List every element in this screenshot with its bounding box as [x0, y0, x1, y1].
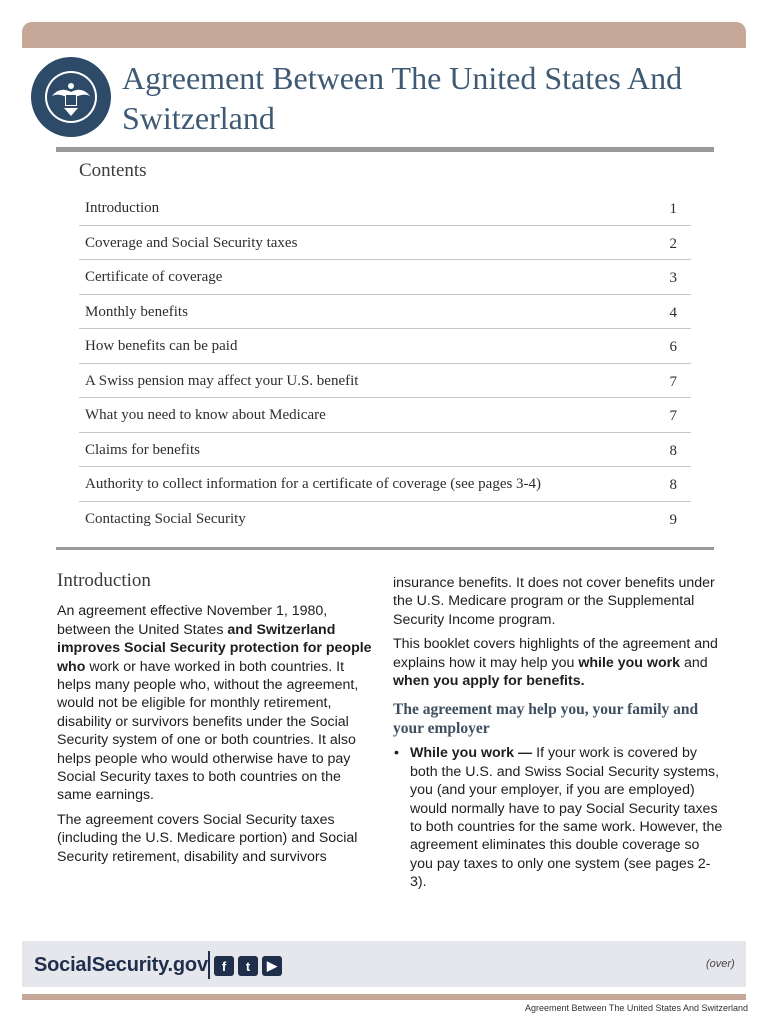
toc-page: 8 [669, 477, 677, 493]
toc-label: How benefits can be paid [85, 338, 238, 354]
benefits-list [393, 744, 723, 891]
toc-row[interactable] [79, 191, 691, 226]
header-divider [56, 147, 714, 152]
agreement-subheading: The agreement may help you, your family and your employer [393, 701, 699, 738]
text-run: An agreement effective November 1, 1980, between the United States [57, 603, 328, 638]
toc-page: 4 [669, 304, 677, 321]
table-of-contents [79, 191, 691, 536]
bullet-text: If your work is covered by both the U.S. and Swiss Social Security systems, you (and your employer, if you are employed) would normally have to pay Social Security taxes to both countries for the same work. However, the agreement eliminates this double coverage so you pay taxes to only one system (see pages 2-3). [410, 745, 723, 891]
toc-label: Monthly benefits [85, 303, 188, 320]
bold-text-run: and Switzerland improves Social Security protection for people who [57, 621, 372, 675]
toc-page: 6 [669, 339, 677, 355]
top-accent-bar [22, 22, 746, 48]
list-item [410, 744, 723, 891]
toc-row[interactable] [79, 433, 691, 468]
toc-row[interactable] [79, 467, 691, 502]
toc-label: Coverage and Social Security taxes [85, 234, 298, 251]
toc-row[interactable] [79, 364, 691, 399]
toc-row[interactable] [79, 260, 691, 295]
contents-heading: Contents [79, 160, 147, 181]
toc-label: Authority to collect information for a certificate of coverage (see pages 3-4) [85, 476, 542, 492]
text-run: work or have worked in both countries. It helps many people who, without the agreement, would not be eligible for monthly retirement, disability or survivors benefits under the Social Security system of one or both countries. It also helps people who would otherwise have to pay Social Security taxes to both countries on the same earnings. [57, 658, 359, 804]
bullet-lead: While you work — [410, 745, 533, 762]
text-run: and [680, 654, 708, 671]
toc-page: 7 [669, 373, 677, 390]
toc-row[interactable] [79, 329, 691, 364]
toc-label: Certificate of coverage [85, 269, 223, 285]
toc-label: Claims for benefits [85, 441, 200, 458]
toc-row[interactable] [79, 295, 691, 330]
toc-label: Contacting Social Security [85, 510, 246, 527]
social-links [214, 956, 282, 976]
toc-page: 1 [669, 201, 677, 217]
youtube-icon[interactable]: ▶ [262, 956, 282, 976]
ssa-seal-logo [30, 56, 112, 138]
toc-row[interactable] [79, 398, 691, 433]
toc-page: 2 [669, 235, 677, 252]
toc-label: What you need to know about Medicare [85, 407, 326, 423]
toc-page: 8 [669, 442, 677, 459]
text-run: This booklet covers highlights of the agreement and explains how it may help you [393, 636, 718, 671]
toc-page: 3 [669, 270, 677, 286]
over-note: (over) [706, 958, 735, 970]
footer-doc-title: Agreement Between The United States And Switzerland [525, 1003, 748, 1013]
right-column [393, 574, 723, 892]
toc-label: A Swiss pension may affect your U.S. benefit [85, 372, 359, 389]
intro-paragraph-3: insurance benefits. It does not cover benefits under the U.S. Medicare program or the Supplemental Security Income program. [393, 575, 715, 628]
page-title: Agreement Between The United States And Switzerland [122, 60, 683, 136]
introduction-heading: Introduction [57, 570, 151, 591]
intro-paragraph-1 [57, 602, 377, 804]
facebook-icon[interactable]: f [214, 956, 234, 976]
toc-row[interactable] [79, 502, 691, 537]
bottom-accent-bar [22, 994, 746, 1000]
site-brand-link[interactable]: SocialSecurity.gov [34, 954, 208, 976]
toc-row[interactable] [79, 226, 691, 261]
twitter-icon[interactable]: t [238, 956, 258, 976]
intro-paragraph-2: The agreement covers Social Security taxes (including the U.S. Medicare portion) and Social Security retirement, disability and survivors [57, 811, 358, 865]
bold-text-run: while you work [578, 654, 681, 671]
left-column [57, 572, 377, 872]
brand-separator [208, 951, 210, 979]
bold-text-run: when you apply for benefits. [393, 673, 585, 690]
intro-paragraph-4 [393, 635, 723, 690]
toc-label: Introduction [85, 200, 160, 216]
toc-page: 9 [669, 511, 677, 528]
toc-page: 7 [669, 408, 677, 424]
contents-divider [56, 547, 714, 550]
